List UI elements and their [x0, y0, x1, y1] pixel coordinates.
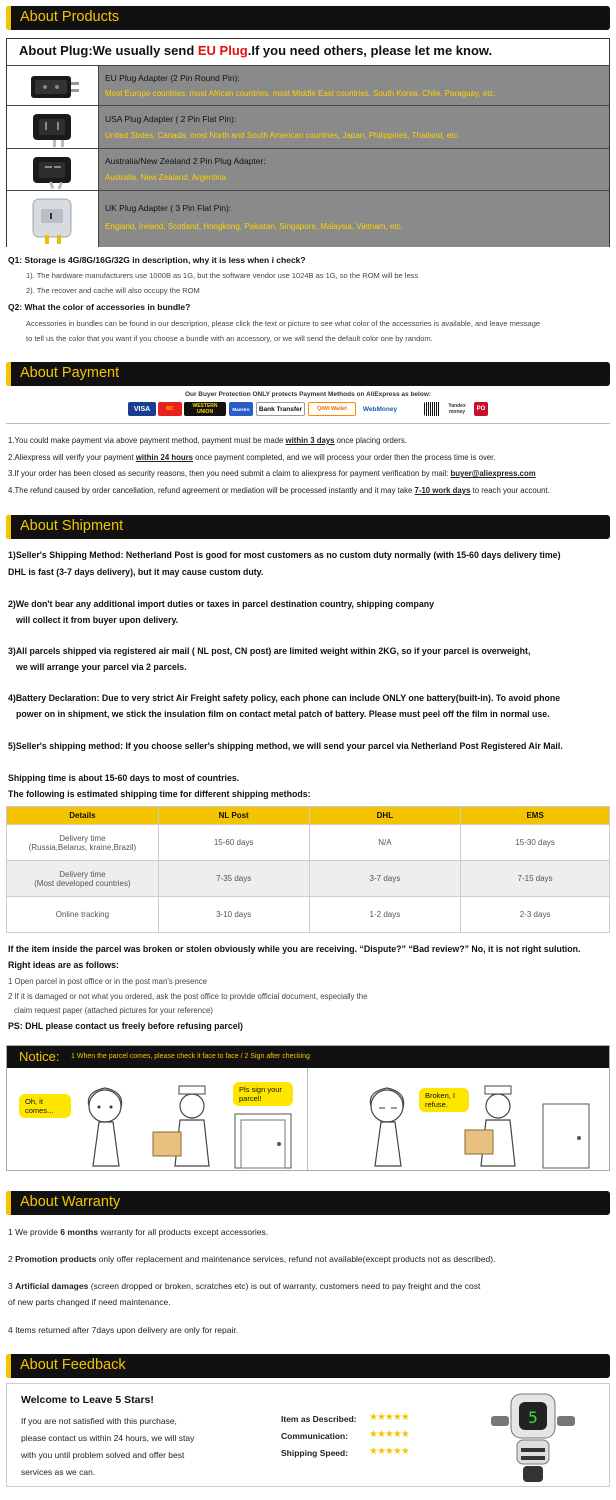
au-plug-image: [7, 149, 99, 190]
girl-figure-2: [357, 1082, 417, 1170]
shipment-note-1b: DHL is fast (3-7 days delivery), but it may cause custom duty.: [8, 567, 264, 577]
table-cell: 3-10 days: [158, 897, 309, 933]
dhl-ps-note: PS: DHL please contact us freely before refusing parcel): [8, 1021, 243, 1031]
plug-countries: Australia, New Zealand, Argentina: [105, 173, 226, 182]
plug-name: UK Plug Adapter ( 3 Pin Flat Pin):: [105, 203, 232, 213]
feedback-panel: [6, 1383, 610, 1487]
shipment-note-4b: power on in shipment, we stick the insulation film on contact metal patch of battery. Please must peel off the film in normal use.: [16, 709, 550, 719]
table-header-row: [7, 807, 610, 825]
payment-rule-2: 2.Aliexpress will verify your payment within 24 hours once payment completed, and we will process your order then the process time is over.: [8, 453, 496, 462]
table-cell: Delivery time (Most developed countries): [7, 861, 159, 897]
usa-plug-image: [7, 106, 99, 148]
shipping-table-intro: The following is estimated shipping time for different shipping methods:: [8, 789, 311, 799]
table-cell: N/A: [309, 825, 461, 861]
section-header-warranty: [6, 1191, 610, 1215]
section-title: About Feedback: [20, 1357, 126, 1373]
robot-mascot-icon: [483, 1390, 583, 1486]
speech-bubble: Broken, I refuse.: [419, 1088, 469, 1112]
notice-panel: [6, 1045, 610, 1171]
broken-parcel-note: If the item inside the parcel was broken or stolen obviously while you are receiving. “Dispute?” “Bad review?” No, it is not right sulution.: [8, 944, 581, 954]
plug-name: Australia/New Zealand 2 Pin Plug Adapter:: [105, 156, 266, 166]
right-idea-2b: claim request paper (attached pictures for your reference): [14, 1006, 213, 1015]
notice-divider: [307, 1068, 308, 1170]
rating-label: Communication:: [281, 1431, 349, 1441]
speech-bubble: Oh, it comes...: [19, 1094, 71, 1118]
warranty-rule-3b: of new parts changed if need maintenance.: [8, 1297, 171, 1307]
faq-q2: Q2: What the color of accessories in bundle?: [8, 302, 191, 312]
feedback-title: Welcome to Leave 5 Stars!: [21, 1394, 154, 1406]
faq-q1-answer-2: 2). The recover and cache will also occupy the ROM: [26, 286, 200, 295]
shipment-note-2b: will collect it from buyer upon delivery.: [16, 615, 179, 625]
table-cell: 7-15 days: [461, 861, 610, 897]
postman-figure-1: [147, 1082, 237, 1170]
shipment-note-5: 5)Seller's shipping method: If you choose seller's shipping method, we will send your parcel via Netherland Post Registered Air Mail.: [8, 741, 563, 751]
notice-header: [7, 1046, 609, 1068]
western-union-logo: WESTERN UNION: [184, 402, 226, 416]
table-cell: 15-60 days: [158, 825, 309, 861]
section-header-feedback: [6, 1354, 610, 1378]
rating-label: Item as Described:: [281, 1414, 357, 1424]
plug-row-au: [7, 148, 609, 190]
plug-countries: United States, Canada, most North and South American countries, Japan, Philippines, Thailand, etc.: [105, 131, 460, 140]
warranty-rule-4: 4 Items returned after 7days upon delivery are only for repair.: [8, 1325, 239, 1335]
maestro-logo: Maestro: [229, 402, 253, 416]
support-email-link[interactable]: buyer@aliexpress.com: [450, 469, 536, 478]
feedback-line: If you are not satisfied with this purchase,: [21, 1416, 177, 1426]
rating-label: Shipping Speed:: [281, 1448, 349, 1458]
warranty-rule-2: 2 Promotion products only offer replacement and maintenance services, refund not available(except products not as described).: [8, 1254, 496, 1264]
payment-rule-3: 3.If your order has been closed as security reasons, then you need submit a claim to aliexpress for payment verification by mail: buyer@aliexpress.com: [8, 469, 536, 478]
bank-transfer-logo: Bank Transfer: [256, 402, 305, 416]
table-cell: 3-7 days: [309, 861, 461, 897]
shipping-time-note: Shipping time is about 15-60 days to most of countries.: [8, 773, 240, 783]
faq-q2-answer-2: to tell us the color that you want if you choose a bundle with an accessory, or we will send the default color one by random.: [26, 334, 433, 343]
section-header-shipment: [6, 515, 610, 539]
warranty-rule-1: 1 We provide 6 months warranty for all products except accessories.: [8, 1227, 269, 1237]
table-cell: 1-2 days: [309, 897, 461, 933]
divider: [6, 423, 610, 424]
plug-countries: Most Europe countries, most African countries, most Middle East countries, South Korea, Chile, Paraguay, etc.: [105, 89, 496, 98]
table-cell: Online tracking: [7, 897, 159, 933]
right-idea-1: 1 Open parcel in post office or in the post man's presence: [8, 977, 207, 986]
buyer-protection-note: Our Buyer Protection ONLY protects Payment Methods on AliExpress as below:: [184, 391, 432, 398]
section-title: About Shipment: [20, 518, 124, 534]
shipment-note-3a: 3)All parcels shipped via registered air mail ( NL post, CN post) are limited weight within 2KG, so if your parcel is overweight,: [8, 646, 531, 656]
notice-title: Notice:: [19, 1049, 60, 1064]
feedback-line: with you until problem solved and offer best: [21, 1450, 185, 1460]
shipment-note-1a: 1)Seller's Shipping Method: Netherland Post is good for most customers as no custom duty normally (with 15-60 days delivery time): [8, 550, 561, 560]
right-idea-2: 2 If it is damaged or not what you ordered, ask the post office to provide official document, especially the: [8, 992, 368, 1001]
plug-name: EU Plug Adapter (2 Pin Round Pin):: [105, 73, 240, 83]
qiwi-logo: QIWI Wallet: [308, 402, 356, 416]
section-title: About Payment: [20, 365, 120, 381]
door-figure-1: [229, 1112, 299, 1170]
table-cell: 2-3 days: [461, 897, 610, 933]
section-header-products: [6, 6, 610, 30]
payment-rule-4: 4.The refund caused by order cancellation, refund agreement or mediation will be processed instantly and it may take 7-10 work days to reach your account.: [8, 486, 550, 495]
faq-q1-answer-1: 1). The hardware manufacturers use 1000B as 1G, but the software vendor use 1024B as 1G, so the ROM will be less: [26, 271, 419, 280]
faq-q2-answer-1: Accessories in bundles can be found in our description, please click the text or picture to see what color of the accessories is available, and leave message: [26, 319, 541, 328]
payment-rule-1: 1.You could make payment via above payment method, payment must be made within 3 days once placing orders.: [8, 436, 407, 445]
uk-plug-image: [7, 191, 99, 247]
star-rating[interactable]: ★★★★★: [369, 1429, 409, 1440]
column-header: EMS: [461, 807, 610, 825]
warranty-rule-3: 3 Artificial damages (screen dropped or broken, scratches etc) is out of warranty, customers need to pay freight and the cost: [8, 1281, 481, 1291]
column-header: NL Post: [158, 807, 309, 825]
notice-subtitle: 1 When the parcel comes, please check it face to face / 2 Sign after checking: [71, 1053, 310, 1060]
table-cell: 7-35 days: [158, 861, 309, 897]
plug-row-eu: [7, 65, 609, 105]
star-rating[interactable]: ★★★★★: [369, 1446, 409, 1457]
svg-text:5: 5: [528, 1408, 538, 1427]
section-header-payment: [6, 362, 610, 386]
section-title: About Products: [20, 9, 120, 25]
table-cell: Delivery time (Russia,Belarus, kraine,Brazil): [7, 825, 159, 861]
section-title: About Warranty: [20, 1194, 121, 1210]
mastercard-logo: MC: [158, 402, 182, 416]
right-ideas-title: Right ideas are as follows:: [8, 960, 119, 970]
feedback-line: please contact us within 24 hours, we will stay: [21, 1433, 195, 1443]
star-rating[interactable]: ★★★★★: [369, 1412, 409, 1423]
visa-logo: VISA: [128, 402, 156, 416]
table-row: [7, 897, 610, 933]
column-header: DHL: [309, 807, 461, 825]
column-header: Details: [7, 807, 159, 825]
girl-figure-1: [75, 1082, 145, 1170]
speech-bubble: Pls sign your parcel!: [233, 1082, 293, 1106]
shipment-note-4a: 4)Battery Declaration: Due to very strict Air Freight safety policy, each phone can include ONLY one battery(built-in). To avoid phone: [8, 693, 561, 703]
boleto-logo: [424, 402, 440, 416]
shipping-time-table: [6, 806, 610, 933]
plug-countries: England, Ireland, Scotland, Hongkong, Pakistan, Singapore, Malaysia, Vietnam, etc.: [105, 222, 403, 231]
feedback-line: services as we can.: [21, 1467, 96, 1477]
plug-row-uk: [7, 190, 609, 247]
eu-plug-image: [7, 66, 99, 105]
plug-intro: About Plug:We usually send EU Plug.If you need others, please let me know.: [19, 43, 493, 58]
shipment-note-2a: 2)We don't bear any additional import duties or taxes in parcel destination country, shipping company: [8, 599, 435, 609]
plug-row-usa: [7, 105, 609, 148]
table-row: [7, 861, 610, 897]
postman-figure-2: [455, 1082, 535, 1170]
table-cell: 15-30 days: [461, 825, 610, 861]
plug-table: [6, 38, 610, 247]
table-row: [7, 825, 610, 861]
plug-name: USA Plug Adapter ( 2 Pin Flat Pin):: [105, 114, 237, 124]
door-figure-2: [537, 1102, 597, 1170]
yandex-money-logo: Yandex money: [448, 403, 466, 415]
po-logo: PO: [474, 402, 488, 416]
webmoney-logo: WebMoney: [362, 405, 398, 413]
faq-q1: Q1: Storage is 4G/8G/16G/32G in description, why it is less when i check?: [8, 255, 306, 265]
shipment-note-3b: we will arrange your parcel via 2 parcels.: [16, 662, 187, 672]
